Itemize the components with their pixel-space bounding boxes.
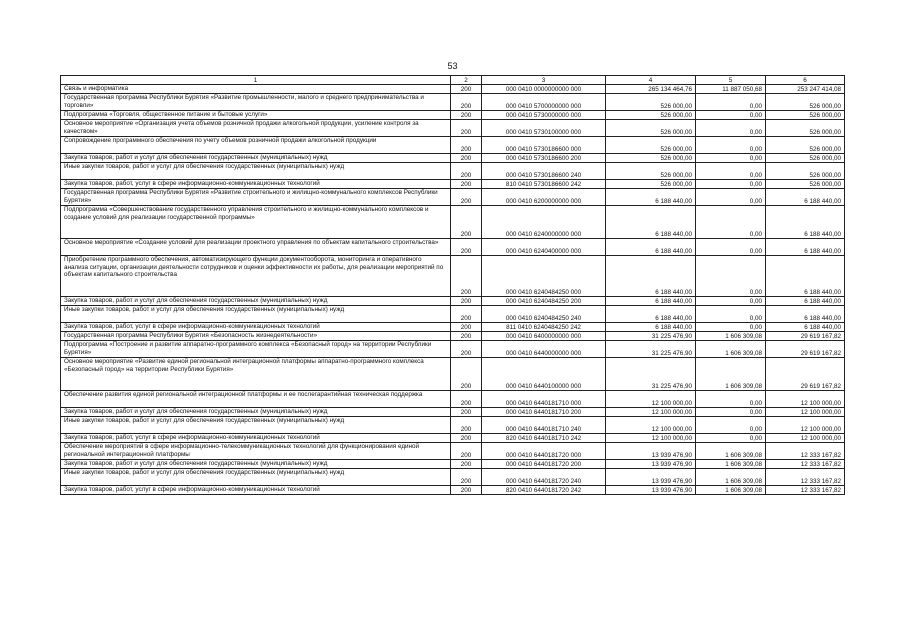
row-code-cell: 811 0410 6240484250 242 — [482, 323, 606, 332]
row-plan-cell: 526 000,00 — [606, 111, 696, 120]
row-code-cell: 000 0410 6440181720 000 — [482, 443, 606, 460]
row-grbs-cell: 200 — [451, 85, 482, 94]
row-name-cell: Обеспечение развития единой региональной интеграционной платформы и ее послегарантийная техническая поддержка — [61, 391, 451, 408]
column-header-name: 1 — [61, 76, 451, 85]
column-header-plan: 4 — [606, 76, 696, 85]
row-name-cell: Иные закупки товаров, работ и услуг для обеспечения государственных (муниципальных) нужд — [61, 417, 451, 434]
row-code-cell: 000 0410 6440181720 200 — [482, 460, 606, 469]
row-executed-cell: 1 606 309,08 — [696, 486, 766, 495]
table-row — [61, 460, 845, 469]
column-header-grbs: 2 — [451, 76, 482, 85]
row-code-cell: 000 0410 6440181710 240 — [482, 417, 606, 434]
row-code-cell: 000 0410 0000000000 000 — [482, 85, 606, 94]
table-row — [61, 434, 845, 443]
row-remainder-cell: 6 188 440,00 — [766, 206, 845, 239]
row-grbs-cell: 200 — [451, 137, 482, 154]
row-plan-cell: 6 188 440,00 — [606, 323, 696, 332]
row-code-cell: 000 0410 6240484250 000 — [482, 256, 606, 297]
row-grbs-cell: 200 — [451, 206, 482, 239]
row-name-cell: Закупка товаров, работ и услуг для обеспечения государственных (муниципальных) нужд — [61, 154, 451, 163]
row-code-cell: 000 0410 5700000000 000 — [482, 94, 606, 111]
row-remainder-cell: 526 000,00 — [766, 111, 845, 120]
row-plan-cell: 12 100 000,00 — [606, 408, 696, 417]
row-grbs-cell: 200 — [451, 163, 482, 180]
row-code-cell: 000 0410 6200000000 000 — [482, 189, 606, 206]
row-remainder-cell: 12 100 000,00 — [766, 391, 845, 408]
table-row — [61, 189, 845, 206]
row-plan-cell: 13 939 476,90 — [606, 443, 696, 460]
row-name-cell: Государственная программа Республики Бурятия «Безопасность жизнедеятельности» — [61, 332, 451, 341]
row-name-cell: Связь и информатика — [61, 85, 451, 94]
row-code-cell: 000 0410 5730186600 000 — [482, 137, 606, 154]
row-grbs-cell: 200 — [451, 443, 482, 460]
table-row — [61, 256, 845, 297]
row-executed-cell: 0,00 — [696, 434, 766, 443]
row-remainder-cell: 29 619 167,82 — [766, 358, 845, 391]
row-name-cell: Иные закупки товаров, работ и услуг для обеспечения государственных (муниципальных) нужд — [61, 163, 451, 180]
row-remainder-cell: 6 188 440,00 — [766, 297, 845, 306]
row-plan-cell: 13 939 476,90 — [606, 486, 696, 495]
row-plan-cell: 526 000,00 — [606, 94, 696, 111]
row-plan-cell: 526 000,00 — [606, 163, 696, 180]
row-name-cell: Подпрограмма «Построение и развитие аппаратно-программного комплекса «Безопасный город» на территории Республики Бурятия» — [61, 341, 451, 358]
row-remainder-cell: 29 619 167,82 — [766, 332, 845, 341]
row-remainder-cell: 6 188 440,00 — [766, 239, 845, 256]
row-executed-cell: 1 606 309,08 — [696, 341, 766, 358]
row-name-cell: Закупка товаров, работ, услуг в сфере информационно-коммуникационных технологий — [61, 180, 451, 189]
row-remainder-cell: 6 188 440,00 — [766, 306, 845, 323]
row-remainder-cell: 6 188 440,00 — [766, 189, 845, 206]
row-plan-cell: 6 188 440,00 — [606, 256, 696, 297]
table-row — [61, 332, 845, 341]
row-executed-cell: 0,00 — [696, 137, 766, 154]
row-executed-cell: 1 606 309,08 — [696, 460, 766, 469]
row-plan-cell: 6 188 440,00 — [606, 306, 696, 323]
row-executed-cell: 1 606 309,08 — [696, 469, 766, 486]
row-executed-cell: 0,00 — [696, 391, 766, 408]
column-header-code: 3 — [482, 76, 606, 85]
row-code-cell: 820 0410 6440181710 242 — [482, 434, 606, 443]
row-executed-cell: 0,00 — [696, 154, 766, 163]
row-plan-cell: 526 000,00 — [606, 120, 696, 137]
row-plan-cell: 526 000,00 — [606, 154, 696, 163]
table-row — [61, 486, 845, 495]
row-plan-cell: 13 939 476,90 — [606, 460, 696, 469]
row-name-cell: Обеспечение мероприятий в сфере информационно-телекоммуникационных технологий для функционирования единой региональной интеграционной платформы — [61, 443, 451, 460]
row-code-cell: 000 0410 5730186600 240 — [482, 163, 606, 180]
row-name-cell: Закупка товаров, работ, услуг в сфере информационно-коммуникационных технологий — [61, 323, 451, 332]
row-code-cell: 000 0410 6240484250 240 — [482, 306, 606, 323]
row-grbs-cell: 200 — [451, 323, 482, 332]
row-name-cell: Закупка товаров, работ и услуг для обеспечения государственных (муниципальных) нужд — [61, 297, 451, 306]
row-grbs-cell: 200 — [451, 94, 482, 111]
row-remainder-cell: 12 333 167,82 — [766, 469, 845, 486]
row-plan-cell: 526 000,00 — [606, 137, 696, 154]
table-row — [61, 391, 845, 408]
row-executed-cell: 0,00 — [696, 417, 766, 434]
row-executed-cell: 0,00 — [696, 323, 766, 332]
row-plan-cell: 265 134 464,76 — [606, 85, 696, 94]
row-remainder-cell: 526 000,00 — [766, 180, 845, 189]
table-row — [61, 408, 845, 417]
row-plan-cell: 31 225 476,90 — [606, 358, 696, 391]
row-remainder-cell: 526 000,00 — [766, 163, 845, 180]
page-number: 53 — [447, 61, 458, 71]
table-row — [61, 443, 845, 460]
row-code-cell: 000 0410 5730100000 000 — [482, 120, 606, 137]
row-name-cell: Закупка товаров, работ, услуг в сфере информационно-коммуникационных технологий — [61, 434, 451, 443]
row-name-cell: Иные закупки товаров, работ и услуг для обеспечения государственных (муниципальных) нужд — [61, 469, 451, 486]
row-code-cell: 820 0410 6440181720 242 — [482, 486, 606, 495]
table-row — [61, 163, 845, 180]
row-remainder-cell: 12 100 000,00 — [766, 434, 845, 443]
row-remainder-cell: 526 000,00 — [766, 94, 845, 111]
row-executed-cell: 1 606 309,08 — [696, 358, 766, 391]
row-executed-cell: 0,00 — [696, 297, 766, 306]
row-remainder-cell: 12 100 000,00 — [766, 408, 845, 417]
row-executed-cell: 0,00 — [696, 94, 766, 111]
row-plan-cell: 31 225 476,90 — [606, 332, 696, 341]
row-plan-cell: 6 188 440,00 — [606, 189, 696, 206]
table-row — [61, 137, 845, 154]
table-row — [61, 180, 845, 189]
table-body — [61, 85, 845, 495]
row-executed-cell: 0,00 — [696, 408, 766, 417]
row-code-cell: 000 0410 5730000000 000 — [482, 111, 606, 120]
row-name-cell: Иные закупки товаров, работ и услуг для обеспечения государственных (муниципальных) нужд — [61, 306, 451, 323]
row-grbs-cell: 200 — [451, 486, 482, 495]
row-code-cell: 000 0410 6440181720 240 — [482, 469, 606, 486]
row-executed-cell: 1 606 309,08 — [696, 443, 766, 460]
row-remainder-cell: 6 188 440,00 — [766, 323, 845, 332]
row-executed-cell: 0,00 — [696, 239, 766, 256]
table-row — [61, 154, 845, 163]
row-grbs-cell: 200 — [451, 391, 482, 408]
table-row — [61, 323, 845, 332]
row-remainder-cell: 253 247 414,08 — [766, 85, 845, 94]
row-remainder-cell: 29 619 167,82 — [766, 341, 845, 358]
table-row — [61, 120, 845, 137]
row-remainder-cell: 6 188 440,00 — [766, 256, 845, 297]
row-code-cell: 000 0410 5730186600 200 — [482, 154, 606, 163]
row-executed-cell: 0,00 — [696, 120, 766, 137]
row-name-cell: Основное мероприятие «Развитие единой региональной интеграционной платформы аппаратно-программного комплекса «Безопасный город» на территории Республики Бурятия» — [61, 358, 451, 391]
table-row — [61, 341, 845, 358]
row-plan-cell: 13 939 476,90 — [606, 469, 696, 486]
row-plan-cell: 12 100 000,00 — [606, 417, 696, 434]
table-header — [61, 76, 845, 85]
row-code-cell: 000 0410 6240000000 000 — [482, 206, 606, 239]
table-row — [61, 111, 845, 120]
row-remainder-cell: 12 100 000,00 — [766, 417, 845, 434]
row-plan-cell: 12 100 000,00 — [606, 434, 696, 443]
row-code-cell: 000 0410 6440181710 200 — [482, 408, 606, 417]
row-code-cell: 000 0410 6440181710 000 — [482, 391, 606, 408]
table-row — [61, 239, 845, 256]
row-remainder-cell: 12 333 167,82 — [766, 486, 845, 495]
row-remainder-cell: 526 000,00 — [766, 137, 845, 154]
row-name-cell: Подпрограмма «Торговля, общественное питание и бытовые услуги» — [61, 111, 451, 120]
column-header-executed: 5 — [696, 76, 766, 85]
row-executed-cell: 0,00 — [696, 189, 766, 206]
row-plan-cell: 6 188 440,00 — [606, 206, 696, 239]
row-grbs-cell: 200 — [451, 408, 482, 417]
row-grbs-cell: 200 — [451, 341, 482, 358]
row-remainder-cell: 526 000,00 — [766, 120, 845, 137]
row-name-cell: Закупка товаров, работ и услуг для обеспечения государственных (муниципальных) нужд — [61, 408, 451, 417]
row-plan-cell: 6 188 440,00 — [606, 239, 696, 256]
row-executed-cell: 0,00 — [696, 256, 766, 297]
row-grbs-cell: 200 — [451, 358, 482, 391]
row-grbs-cell: 200 — [451, 332, 482, 341]
table-row — [61, 306, 845, 323]
budget-table — [60, 75, 845, 495]
table-row — [61, 358, 845, 391]
row-executed-cell: 0,00 — [696, 111, 766, 120]
row-grbs-cell: 200 — [451, 306, 482, 323]
row-grbs-cell: 200 — [451, 154, 482, 163]
row-remainder-cell: 526 000,00 — [766, 154, 845, 163]
row-grbs-cell: 200 — [451, 469, 482, 486]
row-grbs-cell: 200 — [451, 180, 482, 189]
row-grbs-cell: 200 — [451, 111, 482, 120]
row-executed-cell: 0,00 — [696, 206, 766, 239]
row-name-cell: Государственная программа Республики Бурятия «Развитие строительного и жилищно-коммунального комплексов Республики Бурятия» — [61, 189, 451, 206]
row-grbs-cell: 200 — [451, 434, 482, 443]
row-code-cell: 000 0410 6240484250 200 — [482, 297, 606, 306]
row-name-cell: Закупка товаров, работ и услуг для обеспечения государственных (муниципальных) нужд — [61, 460, 451, 469]
row-code-cell: 000 0410 6440000000 000 — [482, 341, 606, 358]
table-row — [61, 94, 845, 111]
row-name-cell: Сопровождение программного обеспечения по учету объемов розничной продажи алкогольной продукции — [61, 137, 451, 154]
row-grbs-cell: 200 — [451, 417, 482, 434]
row-code-cell: 000 0410 6400000000 000 — [482, 332, 606, 341]
table-row — [61, 469, 845, 486]
row-grbs-cell: 200 — [451, 189, 482, 206]
row-grbs-cell: 200 — [451, 460, 482, 469]
row-grbs-cell: 200 — [451, 120, 482, 137]
row-plan-cell: 31 225 476,90 — [606, 341, 696, 358]
table-row — [61, 297, 845, 306]
row-executed-cell: 11 887 050,68 — [696, 85, 766, 94]
row-name-cell: Основное мероприятие «Создание условий для реализации проектного управления по объектам капитального строительства» — [61, 239, 451, 256]
row-plan-cell: 526 000,00 — [606, 180, 696, 189]
row-executed-cell: 0,00 — [696, 306, 766, 323]
row-executed-cell: 0,00 — [696, 163, 766, 180]
row-plan-cell: 6 188 440,00 — [606, 297, 696, 306]
row-plan-cell: 12 100 000,00 — [606, 391, 696, 408]
row-grbs-cell: 200 — [451, 239, 482, 256]
row-name-cell: Основное мероприятие «Организация учета объемов розничной продажи алкогольной продукции, усиление контроля за качеством» — [61, 120, 451, 137]
header-row — [61, 76, 845, 85]
column-header-remainder: 6 — [766, 76, 845, 85]
row-executed-cell: 0,00 — [696, 180, 766, 189]
row-grbs-cell: 200 — [451, 297, 482, 306]
row-code-cell: 000 0410 6240400000 000 — [482, 239, 606, 256]
row-name-cell: Приобретение программного обеспечения, автоматизирующего функции документооборота, мониторинга и оперативного анализа ситуации, организации деятельности сотрудников и оценки эффективности их работы, для реализации мероприятий по объектам капитального строительства — [61, 256, 451, 297]
row-name-cell: Государственная программа Республики Бурятия «Развитие промышленности, малого и среднего предпринимательства и торговли» — [61, 94, 451, 111]
row-executed-cell: 1 606 309,08 — [696, 332, 766, 341]
row-grbs-cell: 200 — [451, 256, 482, 297]
row-remainder-cell: 12 333 167,82 — [766, 443, 845, 460]
row-name-cell: Закупка товаров, работ, услуг в сфере информационно-коммуникационных технологий — [61, 486, 451, 495]
row-code-cell: 000 0410 6440100000 000 — [482, 358, 606, 391]
row-code-cell: 810 0410 5730186600 242 — [482, 180, 606, 189]
table-row — [61, 85, 845, 94]
row-remainder-cell: 12 333 167,82 — [766, 460, 845, 469]
table-row — [61, 206, 845, 239]
row-name-cell: Подпрограмма «Совершенствование государственного управления строительного и жилищно-коммунального комплексов и создание условий для реализации государственной программы» — [61, 206, 451, 239]
table-row — [61, 417, 845, 434]
